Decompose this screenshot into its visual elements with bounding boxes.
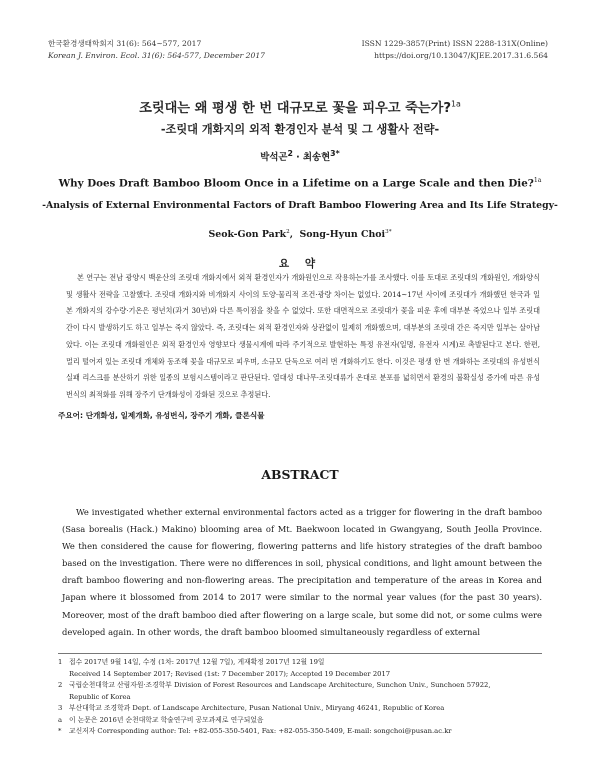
author-separator-en: , xyxy=(289,229,300,241)
footnote-mark: 3 xyxy=(58,704,63,712)
footnote-line: 부산대학교 조경학과 Dept. of Landscape Architecture, Pusan National Univ., Miryang 46241, Republic of Korea xyxy=(69,704,445,712)
issn: ISSN 1229-3857(Print) ISSN 2288-131X(Online) xyxy=(361,39,548,48)
title-english-text: Why Does Draft Bamboo Bloom Once in a Lifetime on a Large Scale and then Die? xyxy=(58,177,534,190)
subtitle-korean: -조릿대 개화지의 외적 환경인자 분석 및 그 생활사 전략- xyxy=(160,123,440,136)
footnote-line: 교신저자 Corresponding author: Tel: +82-055-350-5401, Fax: +82-055-350-5409, E-mail: songchoi@pusan.ac.kr xyxy=(69,727,452,735)
korean-abstract-heading: 요 약 xyxy=(278,258,322,270)
journal-identifiers xyxy=(362,38,548,62)
author-2-en-affil: 3* xyxy=(385,229,392,235)
footnote-item xyxy=(58,680,542,703)
author-2-kr: 최송현 xyxy=(303,152,331,164)
authors-english xyxy=(0,229,600,240)
author-separator-kr: · xyxy=(292,152,303,164)
author-1-en: Seok-Gon Park xyxy=(208,229,287,241)
footnote-text xyxy=(69,703,542,715)
footnote-mark: 1 xyxy=(58,658,63,666)
author-1-kr-affil: 2 xyxy=(287,149,293,158)
footnote-divider xyxy=(58,653,542,654)
title-korean-footnote-mark: 1a xyxy=(451,99,461,109)
korean-abstract xyxy=(66,270,540,404)
author-2-kr-affil: 3* xyxy=(330,149,340,158)
keywords xyxy=(58,410,540,421)
title-english xyxy=(0,177,600,189)
footnote-line: 접수 2017년 9월 14일, 수정 (1차: 2017년 12월 7일), 게재확정 2017년 12월 19일 xyxy=(69,658,325,666)
author-2-en: Song-Hyun Choi xyxy=(299,229,386,241)
title-korean xyxy=(0,97,600,116)
footnote-text xyxy=(69,680,542,703)
title-korean-text: 조릿대는 왜 평생 한 번 대규모로 꽃을 피우고 죽는가? xyxy=(139,101,451,116)
footnote-mark: * xyxy=(58,727,62,735)
journal-citation-kr: 한국환경생태학회지 31(6): 564~577, 2017 xyxy=(48,39,202,48)
subtitle-english: -Analysis of External Environmental Factors of Draft Bamboo Flowering Area and Its Life Strategy- xyxy=(42,200,558,211)
footnote-item xyxy=(58,726,542,738)
footnote-text xyxy=(69,715,542,727)
footnote-mark: a xyxy=(58,715,63,724)
author-1-en-affil: 2 xyxy=(286,229,290,235)
footnote-mark: 2 xyxy=(58,681,63,689)
footnote-text xyxy=(69,657,542,680)
keywords-list: 단개화성, 일제개화, 유성번식, 장주기 개화, 클론식물 xyxy=(85,411,265,420)
footnotes xyxy=(58,657,542,738)
english-abstract-body: We investigated whether external environmental factors acted as a trigger for flowering in the draft bamboo (Sasa borealis (Hack.) Makino) blooming area of Mt. Baekwoon located in Gwangyang, South Jeolla Province. We then considered the cause for flowering, flowering patterns and life history strategies of the draft bamboo based on the investigation. There were no differences in soil, physical conditions, and light amount between the draft bamboo flowering and non-flowering areas. The precipitation and temperature of the areas in Korea and Japan where it blossomed from 2014 to 2017 were similar to the normal year values (for the past 30 years). Moreover, most of the draft bamboo died after flowering on a large scale, but some did not, or some culms were developed again. In other words, the draft bamboo bloomed simultaneously regardless of external xyxy=(62,507,542,637)
english-abstract xyxy=(62,504,542,641)
keywords-label: 주요어: xyxy=(58,411,84,420)
footnote-item xyxy=(58,657,542,680)
footnote-text xyxy=(69,726,542,738)
korean-abstract-body: 본 연구는 전남 광양시 백운산의 조릿대 개화지에서 외적 환경인자가 개화원인으로 작용하는가를 조사했다. 이를 토대로 조릿대의 개화원인, 개화양식 및 생활사 전략을 고찰했다. 조릿대 개화지와 비개화지 사이의 토양·물리적 조건·광량 차이는 없었다. 2014~17년 사이에 조릿대가 개화했던 한국과 일본 개화지의 강수량·기온은 평년치(과거 30년)와 다른 특이점을 찾을 수 없었다. 또한 대면적으로 조릿대가 꽃을 피운 후에 대부분 죽었으나 일부 조릿대 간이 다시 발생하기도 하고 일부는 죽지 않았다. 즉, 조릿대는 외적 환경인자와 상관없이 일제히 개화했으며, 대부분의 조릿대 간은 죽지만 일부는 살아남았다. 이는 조릿대 개화원인은 외적 환경인자 영향보다 생물시계에 따라 주기적으로 발현하는 특정 유전자(일명, 유전자 시계)로 촉발된다고 본다. 한편, 멀리 떨어져 있는 조릿대 개체와 동조해 꽃을 대규모로 피우며, 소규모 단독으로 여러 번 개화하기도 한다. 이것은 평생 한 번 개화하는 조릿대의 유성번식 실패 리스크를 분산하기 위한 일종의 보험시스템이라고 판단된다. 열대성 대나무·조릿대류가 온대로 분포를 넓히면서 환경의 불확실성 증가에 따른 유성번식의 최적화를 위해 장주기 단개화성이 강화된 것으로 추정된다. xyxy=(66,273,540,399)
footnote-line: 이 논문은 2016년 순천대학교 학술연구비 공모과제로 연구되었음 xyxy=(69,715,264,724)
doi-link[interactable]: https://doi.org/10.13047/KJEE.2017.31.6.564 xyxy=(374,51,548,60)
footnote-line: Received 14 September 2017; Revised (1st: 7 December 2017); Accepted 19 December 2017 xyxy=(69,669,391,678)
author-1-kr: 박석곤 xyxy=(260,152,288,164)
title-english-footnote-mark: 1a xyxy=(533,177,542,184)
journal-citation xyxy=(48,38,265,62)
footnote-line: Republic of Korea xyxy=(69,692,131,701)
footnote-line: 국립순천대학교 산림자원·조경학부 Division of Forest Resources and Landscape Architecture, Sunchon Univ., Sunchoen 57922, xyxy=(69,681,491,689)
footnote-item xyxy=(58,715,542,727)
authors-korean xyxy=(0,149,600,163)
english-abstract-heading: ABSTRACT xyxy=(261,467,339,482)
journal-citation-en: Korean J. Environ. Ecol. 31(6): 564-577, December 2017 xyxy=(48,51,266,60)
footnote-item xyxy=(58,703,542,715)
